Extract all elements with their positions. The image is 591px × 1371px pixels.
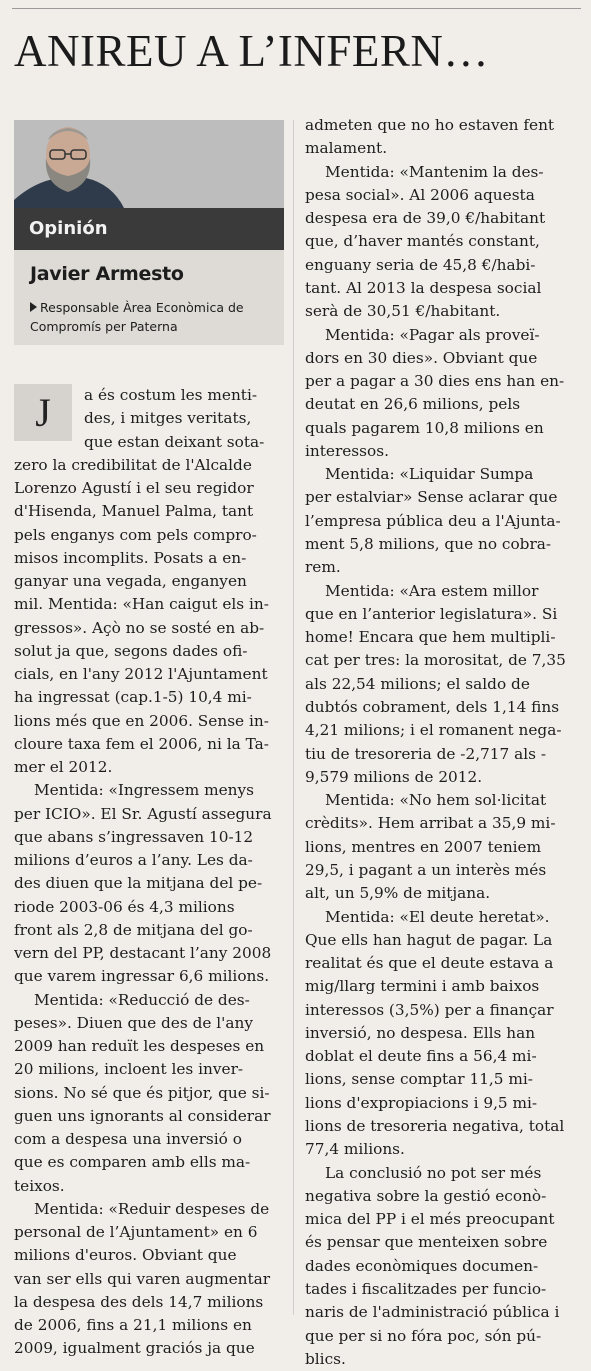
headline: ANIREU A L’INFERN… bbox=[14, 26, 489, 76]
author-role-line: Responsable Àrea Econòmica de bbox=[40, 300, 244, 315]
text-line: rem. bbox=[305, 558, 341, 577]
text-line: que, d’haver mantés constant, bbox=[305, 232, 540, 251]
text-line: 20 milions, incloent les inver- bbox=[14, 1060, 244, 1079]
text-line: interessos (3,5%) per a finançar bbox=[305, 1000, 554, 1019]
text-line: home! Encara que hem multipli- bbox=[305, 628, 556, 647]
text-line: ganyar una vegada, enganyen bbox=[14, 572, 247, 590]
text-line: front als 2,8 de mitjana del go- bbox=[14, 920, 253, 939]
text-line: per a pagar a 30 dies ens han en- bbox=[305, 372, 565, 391]
text-line: 2009, igualment graciós ja que bbox=[14, 1339, 255, 1358]
text-line: Mentida: «El deute heretat». bbox=[325, 907, 550, 926]
text-line: per estalviar» Sense aclarar que bbox=[305, 488, 558, 507]
drop-cap: J bbox=[14, 384, 72, 441]
text-line: que varem ingressar 6,6 milions. bbox=[14, 967, 270, 986]
text-line: peses». Diuen que des de l'any bbox=[14, 1013, 253, 1032]
triangle-bullet-icon bbox=[30, 302, 37, 312]
author-info bbox=[14, 250, 284, 345]
text-line: ha ingressat (cap.1-5) 10,4 mi- bbox=[14, 688, 252, 707]
text-line: Lorenzo Agustí i el seu regidor bbox=[14, 479, 254, 497]
text-line: riode 2003-06 és 4,3 milions bbox=[14, 897, 235, 916]
text-line: l’empresa pública deu a l'Ajunta- bbox=[305, 511, 561, 530]
text-line: guen uns ignorants al considerar bbox=[14, 1106, 271, 1125]
text-line: a és costum les menti- bbox=[84, 386, 258, 404]
text-line: des, i mitges veritats, bbox=[84, 409, 252, 428]
text-line: inversió, no despesa. Ells han bbox=[305, 1023, 536, 1042]
text-line: per ICIO». El Sr. Agustí assegura bbox=[14, 804, 272, 823]
text-line: Mentida: «Reduir despeses de bbox=[34, 1199, 270, 1218]
text-line: com a despesa una inversió o bbox=[14, 1130, 242, 1148]
text-line: ment 5,8 milions, que no cobra- bbox=[305, 535, 552, 554]
author-portrait-icon bbox=[14, 120, 284, 208]
text-line: sions. No sé que és pitjor, que si- bbox=[14, 1083, 270, 1102]
text-line: lions de tresoreria negativa, total bbox=[305, 1117, 565, 1136]
text-line: mig/llarg termini i amb baixos bbox=[305, 977, 540, 996]
text-line: tades i fiscalitzades per funcio- bbox=[305, 1280, 547, 1298]
text-line: pesa social». Al 2006 aquesta bbox=[305, 185, 535, 204]
author-box bbox=[14, 120, 284, 345]
text-line: deutat en 26,6 milions, pels bbox=[305, 395, 521, 414]
text-line: Mentida: «No hem sol·licitat bbox=[325, 791, 547, 810]
text-line: és pensar que menteixen sobre bbox=[305, 1233, 548, 1252]
text-line: La conclusió no pot ser més bbox=[325, 1163, 542, 1182]
text-line: Mentida: «Reducció de des- bbox=[34, 990, 250, 1009]
text-line: que estan deixant sota- bbox=[84, 432, 265, 451]
text-line: interessos. bbox=[305, 441, 389, 460]
author-name: Javier Armesto bbox=[30, 263, 184, 285]
text-line: enguany seria de 45,8 €/habi- bbox=[305, 255, 536, 274]
text-line: mer el 2012. bbox=[14, 758, 113, 776]
text-line: lions més que en 2006. Sense in- bbox=[14, 711, 269, 730]
text-line: dades econòmiques documen- bbox=[305, 1256, 539, 1275]
text-line: que per si no fóra poc, són pú- bbox=[305, 1326, 542, 1345]
text-line: solut ja que, segons dades ofi- bbox=[14, 641, 248, 660]
text-line: milions d'euros. Obviant que bbox=[14, 1246, 237, 1265]
text-line: que es comparen amb ells ma- bbox=[14, 1153, 251, 1172]
text-line: gressos». Açò no se sosté en ab- bbox=[14, 618, 265, 637]
author-role-line: Compromís per Paterna bbox=[30, 319, 178, 334]
text-line: Mentida: «Ingressem menys bbox=[34, 781, 254, 800]
text-line: de 2006, fins a 21,1 milions en bbox=[14, 1316, 252, 1334]
text-line: d'Hisenda, Manuel Palma, tant bbox=[14, 502, 254, 521]
text-line: realitat és que el deute estava a bbox=[305, 954, 554, 973]
text-line: cloure taxa fem el 2006, ni la Ta- bbox=[14, 734, 269, 753]
text-line: despesa era de 39,0 €/habitant bbox=[305, 209, 546, 228]
text-line: 77,4 milions. bbox=[305, 1140, 405, 1159]
text-line: la despesa des dels 14,7 milions bbox=[14, 1292, 264, 1311]
text-line: milions d’euros a l’any. Les da- bbox=[14, 851, 253, 869]
text-line: que en l’anterior legislatura». Si bbox=[305, 604, 558, 623]
text-line: zero la credibilitat de l'Alcalde bbox=[14, 455, 252, 474]
text-line: naris de l'administració pública i bbox=[305, 1303, 560, 1322]
text-line: lions, mentres en 2007 teniem bbox=[305, 837, 542, 856]
top-rule bbox=[12, 8, 581, 9]
text-line: malament. bbox=[305, 139, 388, 158]
text-line: admeten que no ho estaven fent bbox=[305, 116, 555, 134]
text-line: doblat el deute fins a 56,4 mi- bbox=[305, 1047, 537, 1066]
text-line: cat per tres: la morositat, de 7,35 bbox=[305, 651, 566, 670]
text-line: 4,21 milions; i el romanent nega- bbox=[305, 721, 562, 740]
text-line: tiu de tresoreria de -2,717 als - bbox=[305, 744, 547, 763]
text-line: tant. Al 2013 la despesa social bbox=[305, 278, 542, 297]
text-line: 2009 han reduït les despeses en bbox=[14, 1037, 265, 1055]
section-label: Opinión bbox=[14, 208, 284, 250]
author-role bbox=[30, 298, 275, 336]
text-line: que abans s’ingressaven 10-12 bbox=[14, 827, 254, 846]
text-line: vern del PP, destacant l’any 2008 bbox=[14, 944, 272, 962]
text-line: teixos. bbox=[14, 1176, 65, 1195]
text-line: negativa sobre la gestió econò- bbox=[305, 1186, 547, 1205]
text-line: dors en 30 dies». Obviant que bbox=[305, 348, 538, 367]
text-line: Mentida: «Pagar als proveï- bbox=[325, 325, 540, 344]
text-line: alt, un 5,9% de mitjana. bbox=[305, 884, 491, 903]
text-line: des diuen que la mitjana del pe- bbox=[14, 874, 263, 893]
text-line: Mentida: «Ara estem millor bbox=[325, 581, 539, 600]
text-line: Que ells han hagut de pagar. La bbox=[305, 930, 553, 949]
text-line: dubtós cobrament, dels 1,14 fins bbox=[305, 698, 560, 716]
text-line: van ser ells qui varen augmentar bbox=[14, 1269, 271, 1288]
text-line: crèdits». Hem arribat a 35,9 mi- bbox=[305, 814, 556, 833]
text-line: mil. Mentida: «Han caigut els in- bbox=[14, 595, 269, 614]
text-line: Mentida: «Liquidar Sumpa bbox=[325, 465, 534, 484]
text-line: personal de l’Ajuntament» en 6 bbox=[14, 1223, 258, 1241]
text-line: quals pagarem 10,8 milions en bbox=[305, 418, 544, 437]
text-line: 9,579 milions de 2012. bbox=[305, 767, 483, 786]
text-line: lions d'expropiacions i 9,5 mi- bbox=[305, 1093, 538, 1112]
text-line: lions, sense comptar 11,5 mi- bbox=[305, 1070, 533, 1089]
column-divider bbox=[293, 120, 294, 1315]
text-line: mica del PP i el més preocupant bbox=[305, 1210, 555, 1229]
text-line: cials, en l'any 2012 l'Ajuntament bbox=[14, 665, 268, 683]
text-line: misos incomplits. Posats a en- bbox=[14, 548, 247, 567]
text-line: serà de 30,51 €/habitant. bbox=[305, 302, 501, 321]
text-line: 29,5, i pagant a un interès més bbox=[305, 860, 547, 879]
text-line: als 22,54 milions; el saldo de bbox=[305, 674, 530, 693]
author-photo bbox=[14, 120, 284, 208]
text-line: pels enganys com pels compro- bbox=[14, 525, 257, 544]
text-line: blics. bbox=[305, 1349, 346, 1368]
text-line: Mentida: «Mantenim la des- bbox=[325, 162, 544, 181]
